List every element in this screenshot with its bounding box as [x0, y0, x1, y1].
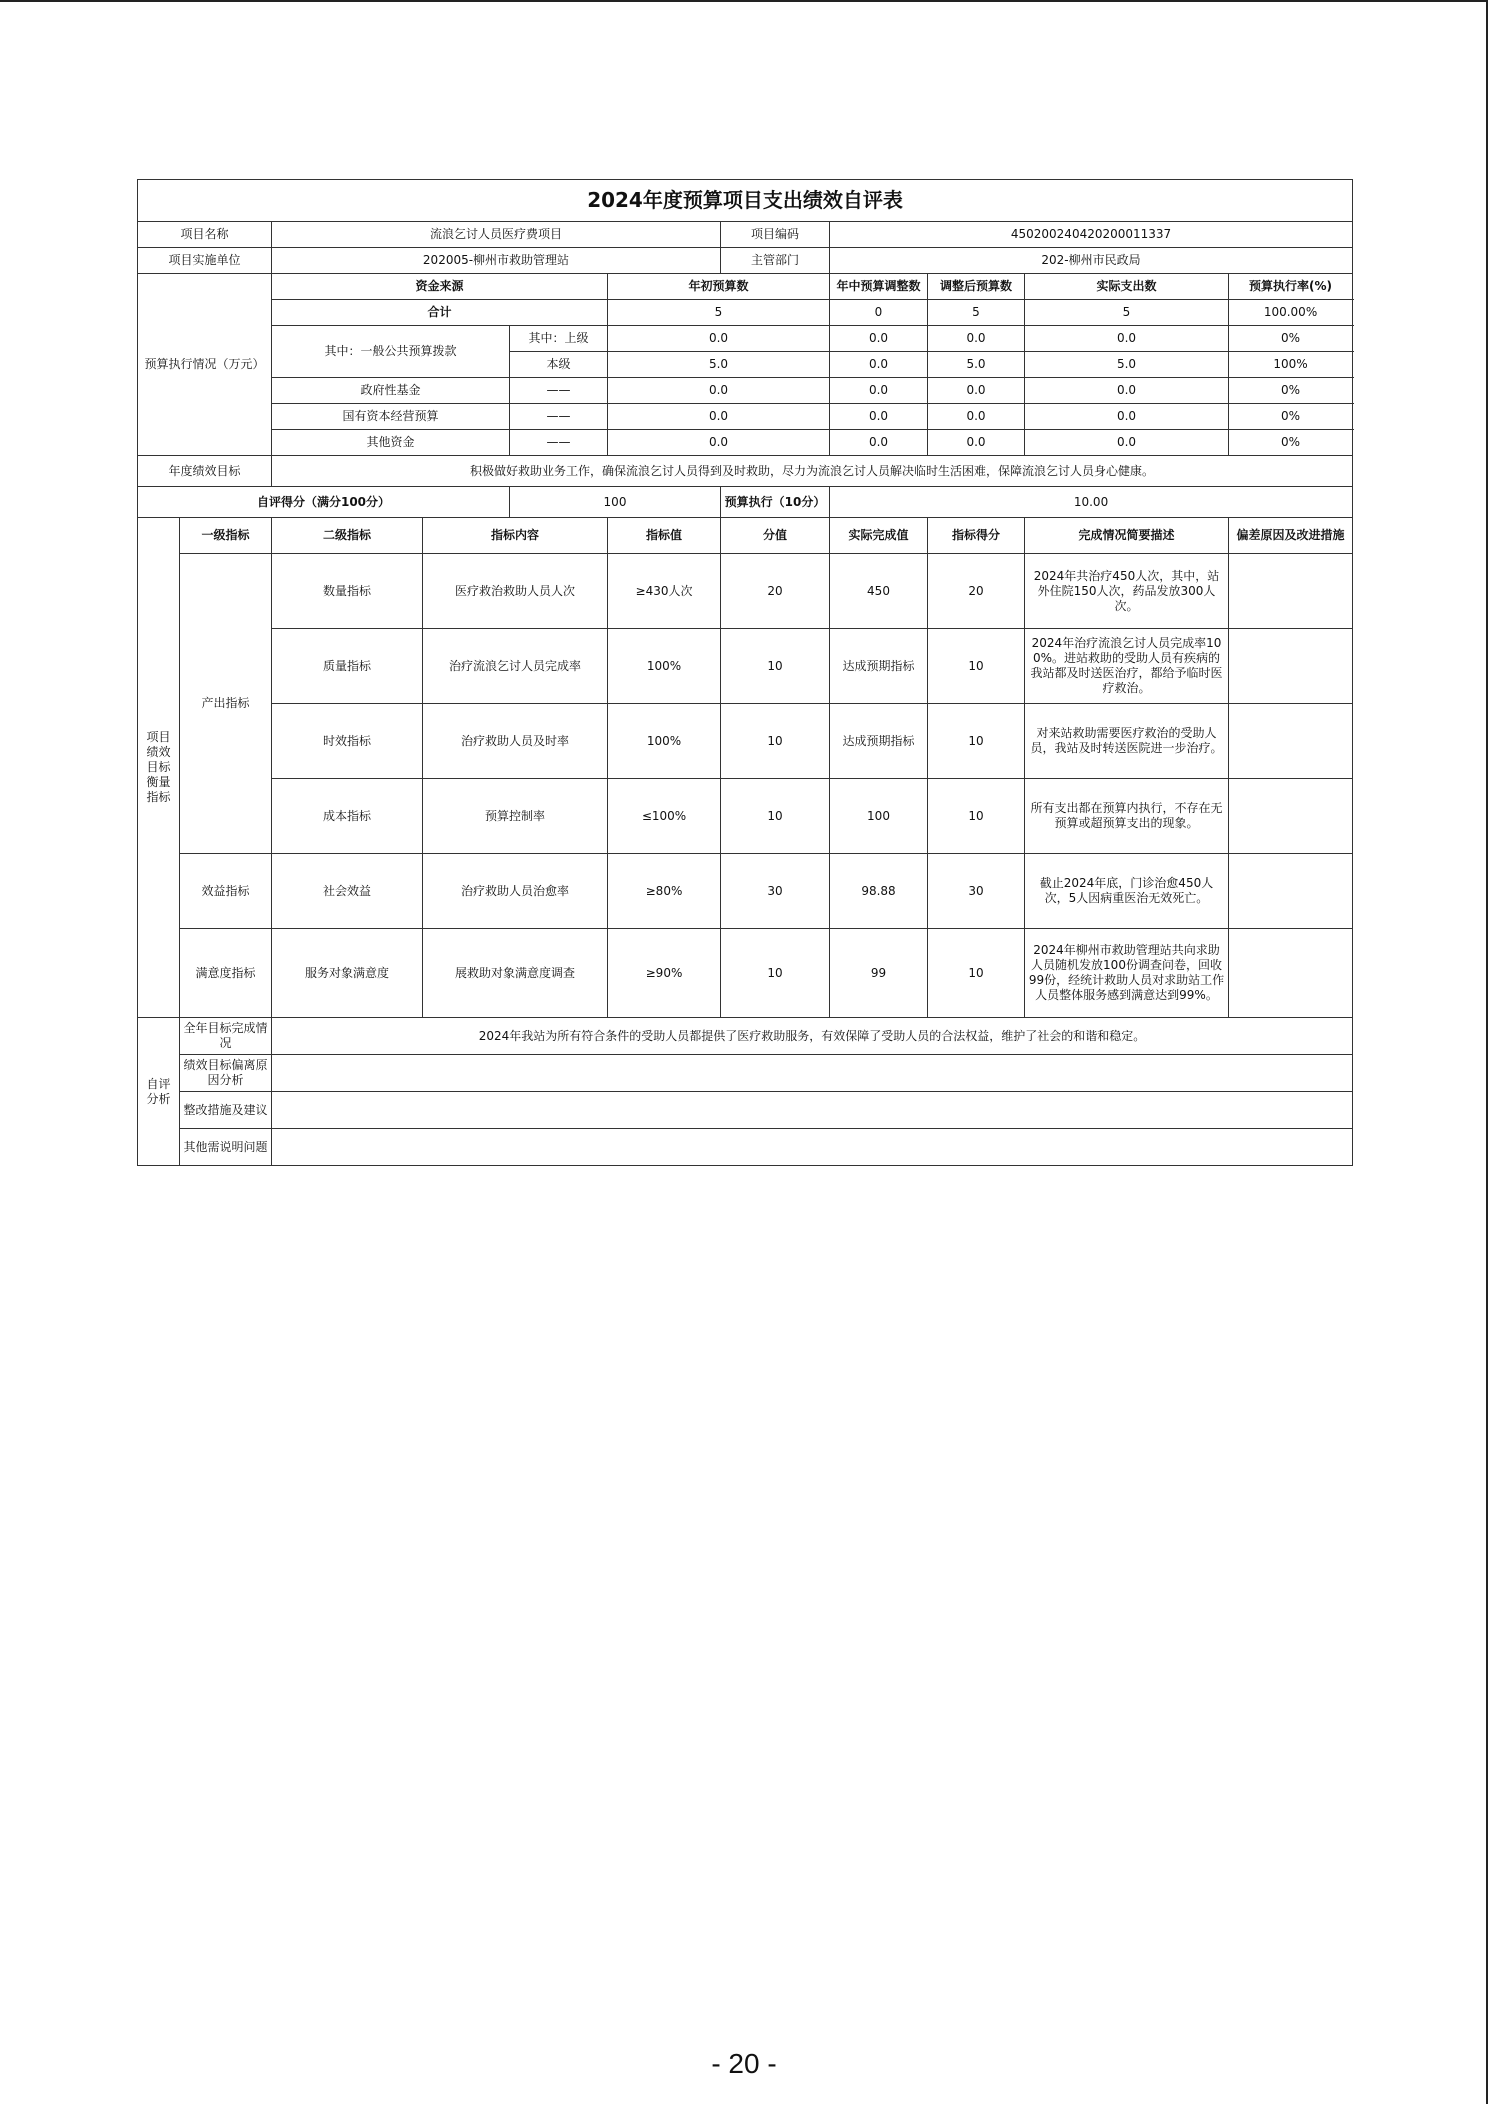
gov-fund-midyear: 0.0	[830, 378, 928, 404]
indicator-weight: 10	[721, 929, 830, 1018]
total-midyear: 0	[830, 300, 928, 326]
header-actual-expense: 实际支出数	[1025, 274, 1229, 300]
project-unit-label: 项目实施单位	[138, 248, 272, 274]
project-unit-value: 202005-柳州市救助管理站	[272, 248, 721, 274]
header-adjusted-budget: 调整后预算数	[928, 274, 1025, 300]
budget-exec-score-label: 预算执行（10分）	[721, 487, 830, 518]
header-actual: 实际完成值	[830, 518, 928, 554]
indicator-target: 100%	[608, 704, 721, 779]
upper-level-label: 其中：上级	[510, 326, 608, 352]
indicator-content: 医疗救治救助人员人次	[423, 554, 608, 629]
annual-goal-label: 年度绩效目标	[138, 456, 272, 487]
local-adjusted: 5.0	[928, 352, 1025, 378]
indicator-actual: 达成预期指标	[830, 704, 928, 779]
indicator-content: 展救助对象满意度调查	[423, 929, 608, 1018]
indicator-description: 所有支出都在预算内执行，不存在无预算或超预算支出的现象。	[1025, 779, 1229, 854]
indicator-description: 截止2024年底，门诊治愈450人次，5人因病重医治无效死亡。	[1025, 854, 1229, 929]
local-rate: 100%	[1229, 352, 1353, 378]
indicator-target: 100%	[608, 629, 721, 704]
header-content: 指标内容	[423, 518, 608, 554]
other-fund-rate: 0%	[1229, 430, 1353, 456]
self-score-label: 自评得分（满分100分）	[138, 487, 510, 518]
total-rate: 100.00%	[1229, 300, 1353, 326]
completion-text: 2024年我站为所有符合条件的受助人员都提供了医疗救助服务，有效保障了受助人员的合法权益，维护了社会的和谐和稳定。	[272, 1018, 1353, 1055]
indicator-target: ≥430人次	[608, 554, 721, 629]
indicator-level2: 服务对象满意度	[272, 929, 423, 1018]
department-value: 202-柳州市民政局	[830, 248, 1353, 274]
indicator-description: 2024年柳州市救助管理站共向求助人员随机发放100份调查问卷，回收99份，经统计救助人员对求助站工作人员整体服务感到满意达到99%。	[1025, 929, 1229, 1018]
total-adjusted: 5	[928, 300, 1025, 326]
other-fund-midyear: 0.0	[830, 430, 928, 456]
header-target: 指标值	[608, 518, 721, 554]
indicator-deviation	[1229, 779, 1353, 854]
page-number: - 20 -	[711, 2048, 777, 2079]
indicator-level2: 质量指标	[272, 629, 423, 704]
gov-fund-rate: 0%	[1229, 378, 1353, 404]
indicator-level2: 数量指标	[272, 554, 423, 629]
indicator-weight: 10	[721, 629, 830, 704]
indicator-deviation	[1229, 929, 1353, 1018]
upper-midyear: 0.0	[830, 326, 928, 352]
state-capital-actual: 0.0	[1025, 404, 1229, 430]
gov-fund-adjusted: 0.0	[928, 378, 1025, 404]
project-code-value: 450200240420200011337	[830, 222, 1353, 248]
indicator-score: 10	[928, 779, 1025, 854]
indicator-deviation	[1229, 629, 1353, 704]
benefit-indicator-label: 效益指标	[180, 854, 272, 929]
upper-initial: 0.0	[608, 326, 830, 352]
header-midyear-adjust: 年中预算调整数	[830, 274, 928, 300]
state-capital-initial: 0.0	[608, 404, 830, 430]
performance-evaluation-table	[137, 179, 1353, 1166]
header-initial-budget: 年初预算数	[608, 274, 830, 300]
self-score-value: 100	[510, 487, 721, 518]
budget-section-label: 预算执行情况（万元）	[138, 274, 272, 456]
indicator-actual: 450	[830, 554, 928, 629]
local-midyear: 0.0	[830, 352, 928, 378]
indicator-actual: 99	[830, 929, 928, 1018]
state-capital-adjusted: 0.0	[928, 404, 1025, 430]
indicator-description: 2024年共治疗450人次，其中，站外住院150人次，药品发放300人次。	[1025, 554, 1229, 629]
other-issues-text	[272, 1129, 1353, 1166]
annual-goal-text: 积极做好救助业务工作，确保流浪乞讨人员得到及时救助，尽力为流浪乞讨人员解决临时生活困难，保障流浪乞讨人员身心健康。	[272, 456, 1353, 487]
improvement-label: 整改措施及建议	[180, 1092, 272, 1129]
indicator-content: 治疗流浪乞讨人员完成率	[423, 629, 608, 704]
self-eval-label: 自评分析	[138, 1018, 180, 1166]
indicator-target: ≥80%	[608, 854, 721, 929]
state-capital-label: 国有资本经营预算	[272, 404, 510, 430]
local-level-label: 本级	[510, 352, 608, 378]
gov-fund-actual: 0.0	[1025, 378, 1229, 404]
indicator-score: 10	[928, 929, 1025, 1018]
local-actual: 5.0	[1025, 352, 1229, 378]
local-initial: 5.0	[608, 352, 830, 378]
project-name-value: 流浪乞讨人员医疗费项目	[272, 222, 721, 248]
other-fund-actual: 0.0	[1025, 430, 1229, 456]
budget-exec-score-value: 10.00	[830, 487, 1353, 518]
table-title: 2024年度预算项目支出绩效自评表	[138, 180, 1353, 222]
header-weight: 分值	[721, 518, 830, 554]
deviation-analysis-label: 绩效目标偏离原因分析	[180, 1055, 272, 1092]
indicator-actual: 98.88	[830, 854, 928, 929]
header-fund-source: 资金来源	[272, 274, 608, 300]
indicator-level2: 成本指标	[272, 779, 423, 854]
indicator-score: 10	[928, 704, 1025, 779]
indicator-description: 2024年治疗流浪乞讨人员完成率100%。进站救助的受助人员有疾病的我站都及时送医治疗，都给予临时医疗救治。	[1025, 629, 1229, 704]
project-code-label: 项目编码	[721, 222, 830, 248]
header-level2: 二级指标	[272, 518, 423, 554]
other-fund-initial: 0.0	[608, 430, 830, 456]
indicator-description: 对来站救助需要医疗救治的受助人员，我站及时转送医院进一步治疗。	[1025, 704, 1229, 779]
header-score: 指标得分	[928, 518, 1025, 554]
indicator-content: 预算控制率	[423, 779, 608, 854]
indicator-score: 30	[928, 854, 1025, 929]
total-label: 合计	[272, 300, 608, 326]
upper-rate: 0%	[1229, 326, 1353, 352]
indicator-weight: 10	[721, 704, 830, 779]
indicator-section-label: 项目绩效目标衡量指标	[138, 518, 180, 1018]
department-label: 主管部门	[721, 248, 830, 274]
gov-fund-label: 政府性基金	[272, 378, 510, 404]
indicator-actual: 达成预期指标	[830, 629, 928, 704]
indicator-weight: 20	[721, 554, 830, 629]
state-capital-rate: 0%	[1229, 404, 1353, 430]
indicator-content: 治疗救助人员治愈率	[423, 854, 608, 929]
header-execution-rate: 预算执行率(%)	[1229, 274, 1353, 300]
gov-fund-initial: 0.0	[608, 378, 830, 404]
indicator-score: 20	[928, 554, 1025, 629]
satisfaction-indicator-label: 满意度指标	[180, 929, 272, 1018]
indicator-score: 10	[928, 629, 1025, 704]
upper-actual: 0.0	[1025, 326, 1229, 352]
indicator-weight: 30	[721, 854, 830, 929]
total-actual: 5	[1025, 300, 1229, 326]
state-capital-midyear: 0.0	[830, 404, 928, 430]
other-fund-label: 其他资金	[272, 430, 510, 456]
total-initial: 5	[608, 300, 830, 326]
general-budget-label: 其中：一般公共预算拨款	[272, 326, 510, 378]
indicator-content: 治疗救助人员及时率	[423, 704, 608, 779]
indicator-actual: 100	[830, 779, 928, 854]
state-capital-dash: ——	[510, 404, 608, 430]
completion-label: 全年目标完成情况	[180, 1018, 272, 1055]
output-indicator-label: 产出指标	[180, 554, 272, 854]
indicator-deviation	[1229, 554, 1353, 629]
improvement-text	[272, 1092, 1353, 1129]
indicator-weight: 10	[721, 779, 830, 854]
gov-fund-dash: ——	[510, 378, 608, 404]
indicator-deviation	[1229, 854, 1353, 929]
project-name-label: 项目名称	[138, 222, 272, 248]
page-top-border	[0, 0, 1488, 2]
indicator-level2: 社会效益	[272, 854, 423, 929]
indicator-level2: 时效指标	[272, 704, 423, 779]
indicator-target: ≤100%	[608, 779, 721, 854]
other-issues-label: 其他需说明问题	[180, 1129, 272, 1166]
deviation-analysis-text	[272, 1055, 1353, 1092]
indicator-target: ≥90%	[608, 929, 721, 1018]
header-description: 完成情况简要描述	[1025, 518, 1229, 554]
other-fund-dash: ——	[510, 430, 608, 456]
header-deviation: 偏差原因及改进措施	[1229, 518, 1353, 554]
indicator-deviation	[1229, 704, 1353, 779]
header-level1: 一级指标	[180, 518, 272, 554]
other-fund-adjusted: 0.0	[928, 430, 1025, 456]
upper-adjusted: 0.0	[928, 326, 1025, 352]
